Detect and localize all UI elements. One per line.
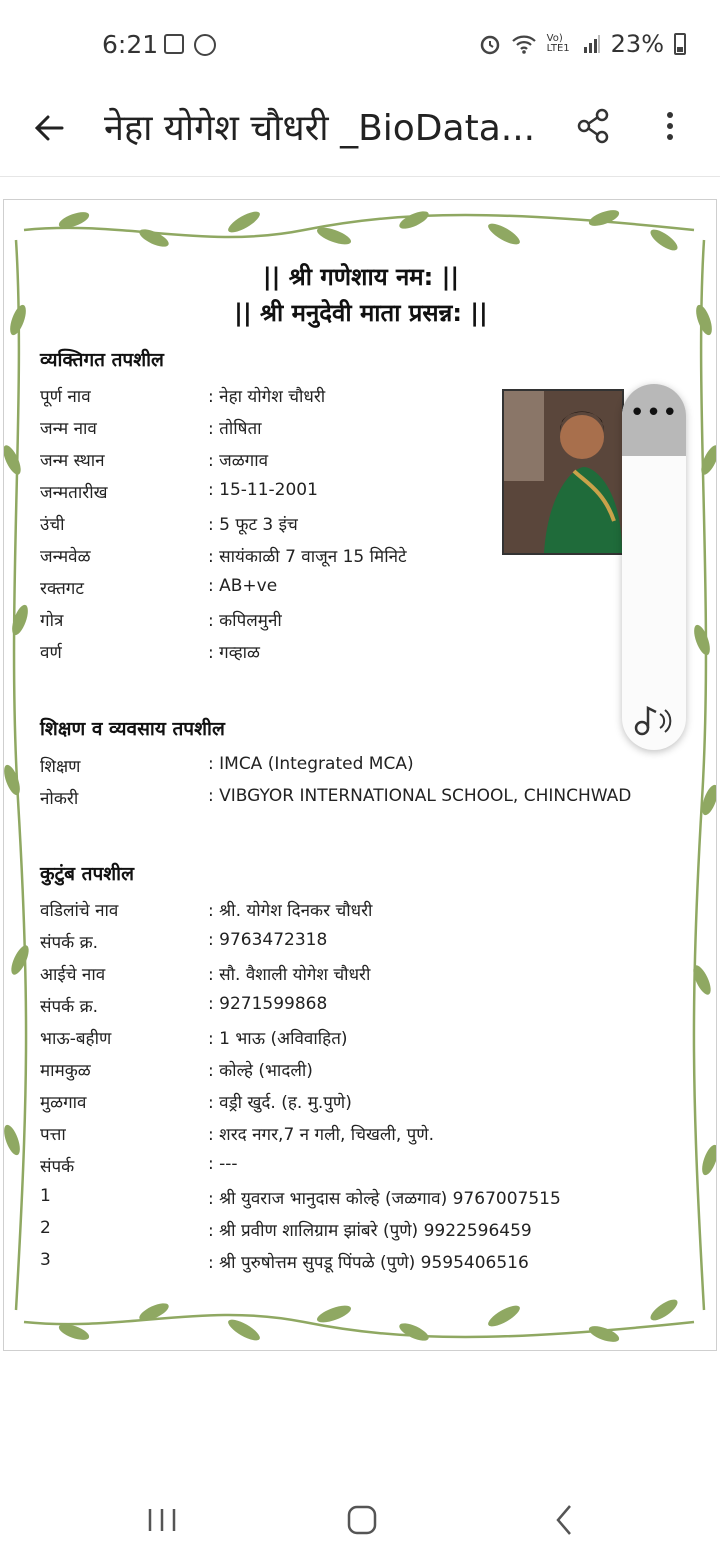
info-value: : IMCA (Integrated MCA) [208, 754, 414, 774]
info-label: संपर्क क्र. [40, 933, 99, 953]
info-label: वर्ण [40, 643, 62, 663]
info-label: पत्ता [40, 1125, 66, 1145]
info-label: मामकुळ [40, 1061, 91, 1081]
floating-reader-panel [622, 384, 686, 750]
invocation-manudevi: || श्री मनुदेवी माता प्रसन्न: || [234, 299, 488, 327]
info-label: उंची [40, 515, 65, 535]
info-value: : --- [208, 1154, 238, 1174]
info-value: : तोषिता [208, 419, 262, 439]
info-value: : कोल्हे (भादली) [208, 1061, 313, 1081]
info-label: जन्मवेळ [40, 547, 91, 567]
info-label: आईचे नाव [40, 965, 106, 985]
document-title: नेहा योगेश चौधरी _BioData... [104, 108, 536, 149]
read-aloud-icon[interactable] [632, 700, 676, 740]
home-icon[interactable] [346, 1504, 378, 1536]
info-value: : सायंकाळी 7 वाजून 15 मिनिटे [208, 547, 407, 567]
info-label: 1 [40, 1186, 51, 1206]
floater-more-icon[interactable]: ••• [629, 398, 679, 428]
gallery-notification-icon [164, 34, 184, 54]
info-label: 2 [40, 1218, 51, 1238]
invocation-ganesh: || श्री गणेशाय नम: || [262, 263, 460, 291]
section-heading-personal: व्यक्तिगत तपशील [40, 349, 164, 371]
whatsapp-notification-icon [194, 34, 216, 56]
status-bar [0, 0, 720, 94]
recent-apps-icon[interactable] [146, 1506, 178, 1534]
back-arrow-icon[interactable] [28, 106, 72, 150]
info-value: : श्री युवराज भानुदास कोल्हे (जळगाव) 9767007515 [208, 1189, 561, 1209]
info-label: मुळगाव [40, 1093, 87, 1113]
info-value: : 9271599868 [208, 994, 328, 1014]
profile-photo [502, 389, 624, 555]
info-label: वडिलांचे नाव [40, 901, 119, 921]
info-value: : 9763472318 [208, 930, 328, 950]
info-label: नोकरी [40, 789, 79, 809]
info-label: संपर्क [40, 1157, 75, 1177]
app-bar [0, 94, 720, 177]
battery-icon [674, 33, 686, 55]
status-time: 6:21 [102, 30, 159, 59]
info-value: : वड्री खुर्द. (ह. मु.पुणे) [208, 1093, 352, 1113]
biodata-document [3, 199, 717, 1351]
info-value: : 1 भाऊ (अविवाहित) [208, 1029, 348, 1049]
info-value: : 5 फूट 3 इंच [208, 515, 298, 535]
info-value: : कपिलमुनी [208, 611, 282, 631]
info-value: : श्री प्रवीण शालिग्राम झांबरे (पुणे) 9922596459 [208, 1221, 532, 1241]
system-nav-bar [0, 1478, 720, 1560]
info-label: संपर्क क्र. [40, 997, 99, 1017]
wifi-icon [511, 33, 537, 55]
info-label: गोत्र [40, 611, 64, 631]
info-value: : 15-11-2001 [208, 480, 318, 500]
nav-back-icon[interactable] [550, 1502, 580, 1538]
info-label: भाऊ-बहीण [40, 1029, 112, 1049]
battery-percent: 23% [610, 30, 664, 58]
section-heading-family: कुटुंब तपशील [40, 863, 134, 885]
info-value: : नेहा योगेश चौधरी [208, 387, 326, 407]
info-value: : AB+ve [208, 576, 278, 596]
network-type-label: Vo) LTE1 [546, 33, 570, 54]
info-value: : गव्हाळ [208, 643, 260, 663]
info-value: : सौ. वैशाली योगेश चौधरी [208, 965, 371, 985]
info-label: रक्तगट [40, 579, 84, 599]
more-options-icon[interactable] [650, 106, 690, 146]
vine-border-decoration [4, 200, 717, 1351]
section-heading-education: शिक्षण व व्यवसाय तपशील [40, 718, 225, 740]
info-value: : जळगाव [208, 451, 269, 471]
alarm-icon [479, 33, 501, 55]
share-icon[interactable] [574, 106, 614, 146]
info-label: 3 [40, 1250, 51, 1270]
info-value: : VIBGYOR INTERNATIONAL SCHOOL, CHINCHWAD [208, 786, 632, 806]
info-label: शिक्षण [40, 757, 81, 777]
info-value: : श्री पुरुषोत्तम सुपडू पिंपळे (पुणे) 9595406516 [208, 1253, 529, 1273]
info-label: जन्म स्थान [40, 451, 105, 471]
info-label: पूर्ण नाव [40, 387, 91, 407]
info-label: जन्म नाव [40, 419, 97, 439]
info-label: जन्मतारीख [40, 483, 108, 503]
info-value: : शरद नगर,7 न गली, चिखली, पुणे. [208, 1125, 434, 1145]
info-value: : श्री. योगेश दिनकर चौधरी [208, 901, 373, 921]
signal-icon [583, 34, 601, 54]
